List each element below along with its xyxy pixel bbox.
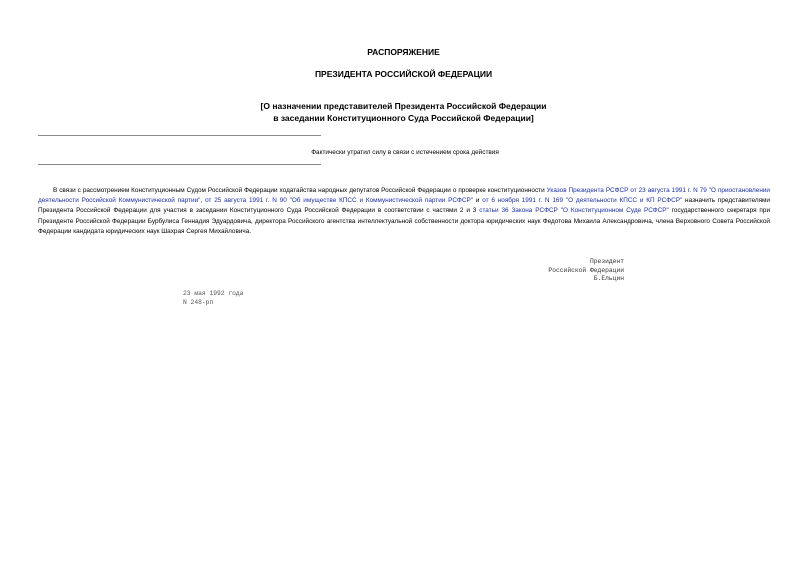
link-decree-90[interactable]: от 25 августа 1991 г. N 90 "Об имуществе КПСС и Коммунистической партии РСФСР" [205, 197, 473, 205]
status-note: Фактически утратил силу в связи с истечением срока действия [311, 149, 499, 156]
signature-block [520, 258, 624, 284]
subtitle-line-2: в заседании Конституционного Суда Российской Федерации] [273, 113, 534, 123]
document-date: 23 мая 1992 года [183, 290, 244, 297]
link-law-article-36[interactable]: статьи 36 Закона РСФСР "О Конституционном Суде РСФСР" [479, 207, 669, 215]
top-divider [38, 135, 321, 136]
bottom-divider [38, 164, 321, 165]
body-paragraph [38, 186, 770, 237]
signature-line-1: Президент [589, 258, 624, 265]
body-text-3: и [473, 197, 483, 205]
signature-line-2: Российской Федерации [548, 266, 624, 274]
body-text-5: государственного секретаря при Президенте Российской Федерации Бурбулиса Геннадия Эдуардовича, директора Российского агентства интеллектуальной собственности доктора юридических наук Федотова Михаила Александровича, члена Верховного Совета Российской Федерации кандидата юридических наук Шахрая Сергея Михайловича. [38, 207, 771, 235]
body-text-4: назначить представителями Президента Российской Федерации для участия в заседании Конституционного Суда Российской Федерации в соответствии с частями 2 и 3 [38, 197, 770, 215]
link-decree-169[interactable]: от 6 ноября 1991 г. N 169 "О деятельности КПСС и КП РСФСР" [482, 197, 683, 205]
subtitle-line-1: [О назначении представителей Президента Российской Федерации [260, 101, 547, 111]
date-number-block [183, 290, 243, 307]
signature-line-3: Б.Ельцин [593, 275, 624, 283]
document-title: РАСПОРЯЖЕНИЕ [367, 47, 440, 57]
body-text-1: В связи с рассмотрением Конституционным Судом Российской Федерации ходатайства народных депутатов Российской Федерации о проверке конституционности [53, 187, 547, 194]
body-text-2: , [200, 197, 206, 205]
link-decree-79[interactable]: Указов Президента РСФСР от 23 августа 1991 г. N 79 "О приостановлении деятельности Российской Коммунистической партии" [38, 187, 770, 205]
document-issuer: ПРЕЗИДЕНТА РОССИЙСКОЙ ФЕДЕРАЦИИ [314, 69, 493, 79]
document-subtitle [0, 100, 807, 124]
document-number: N 248-рп [183, 298, 214, 306]
